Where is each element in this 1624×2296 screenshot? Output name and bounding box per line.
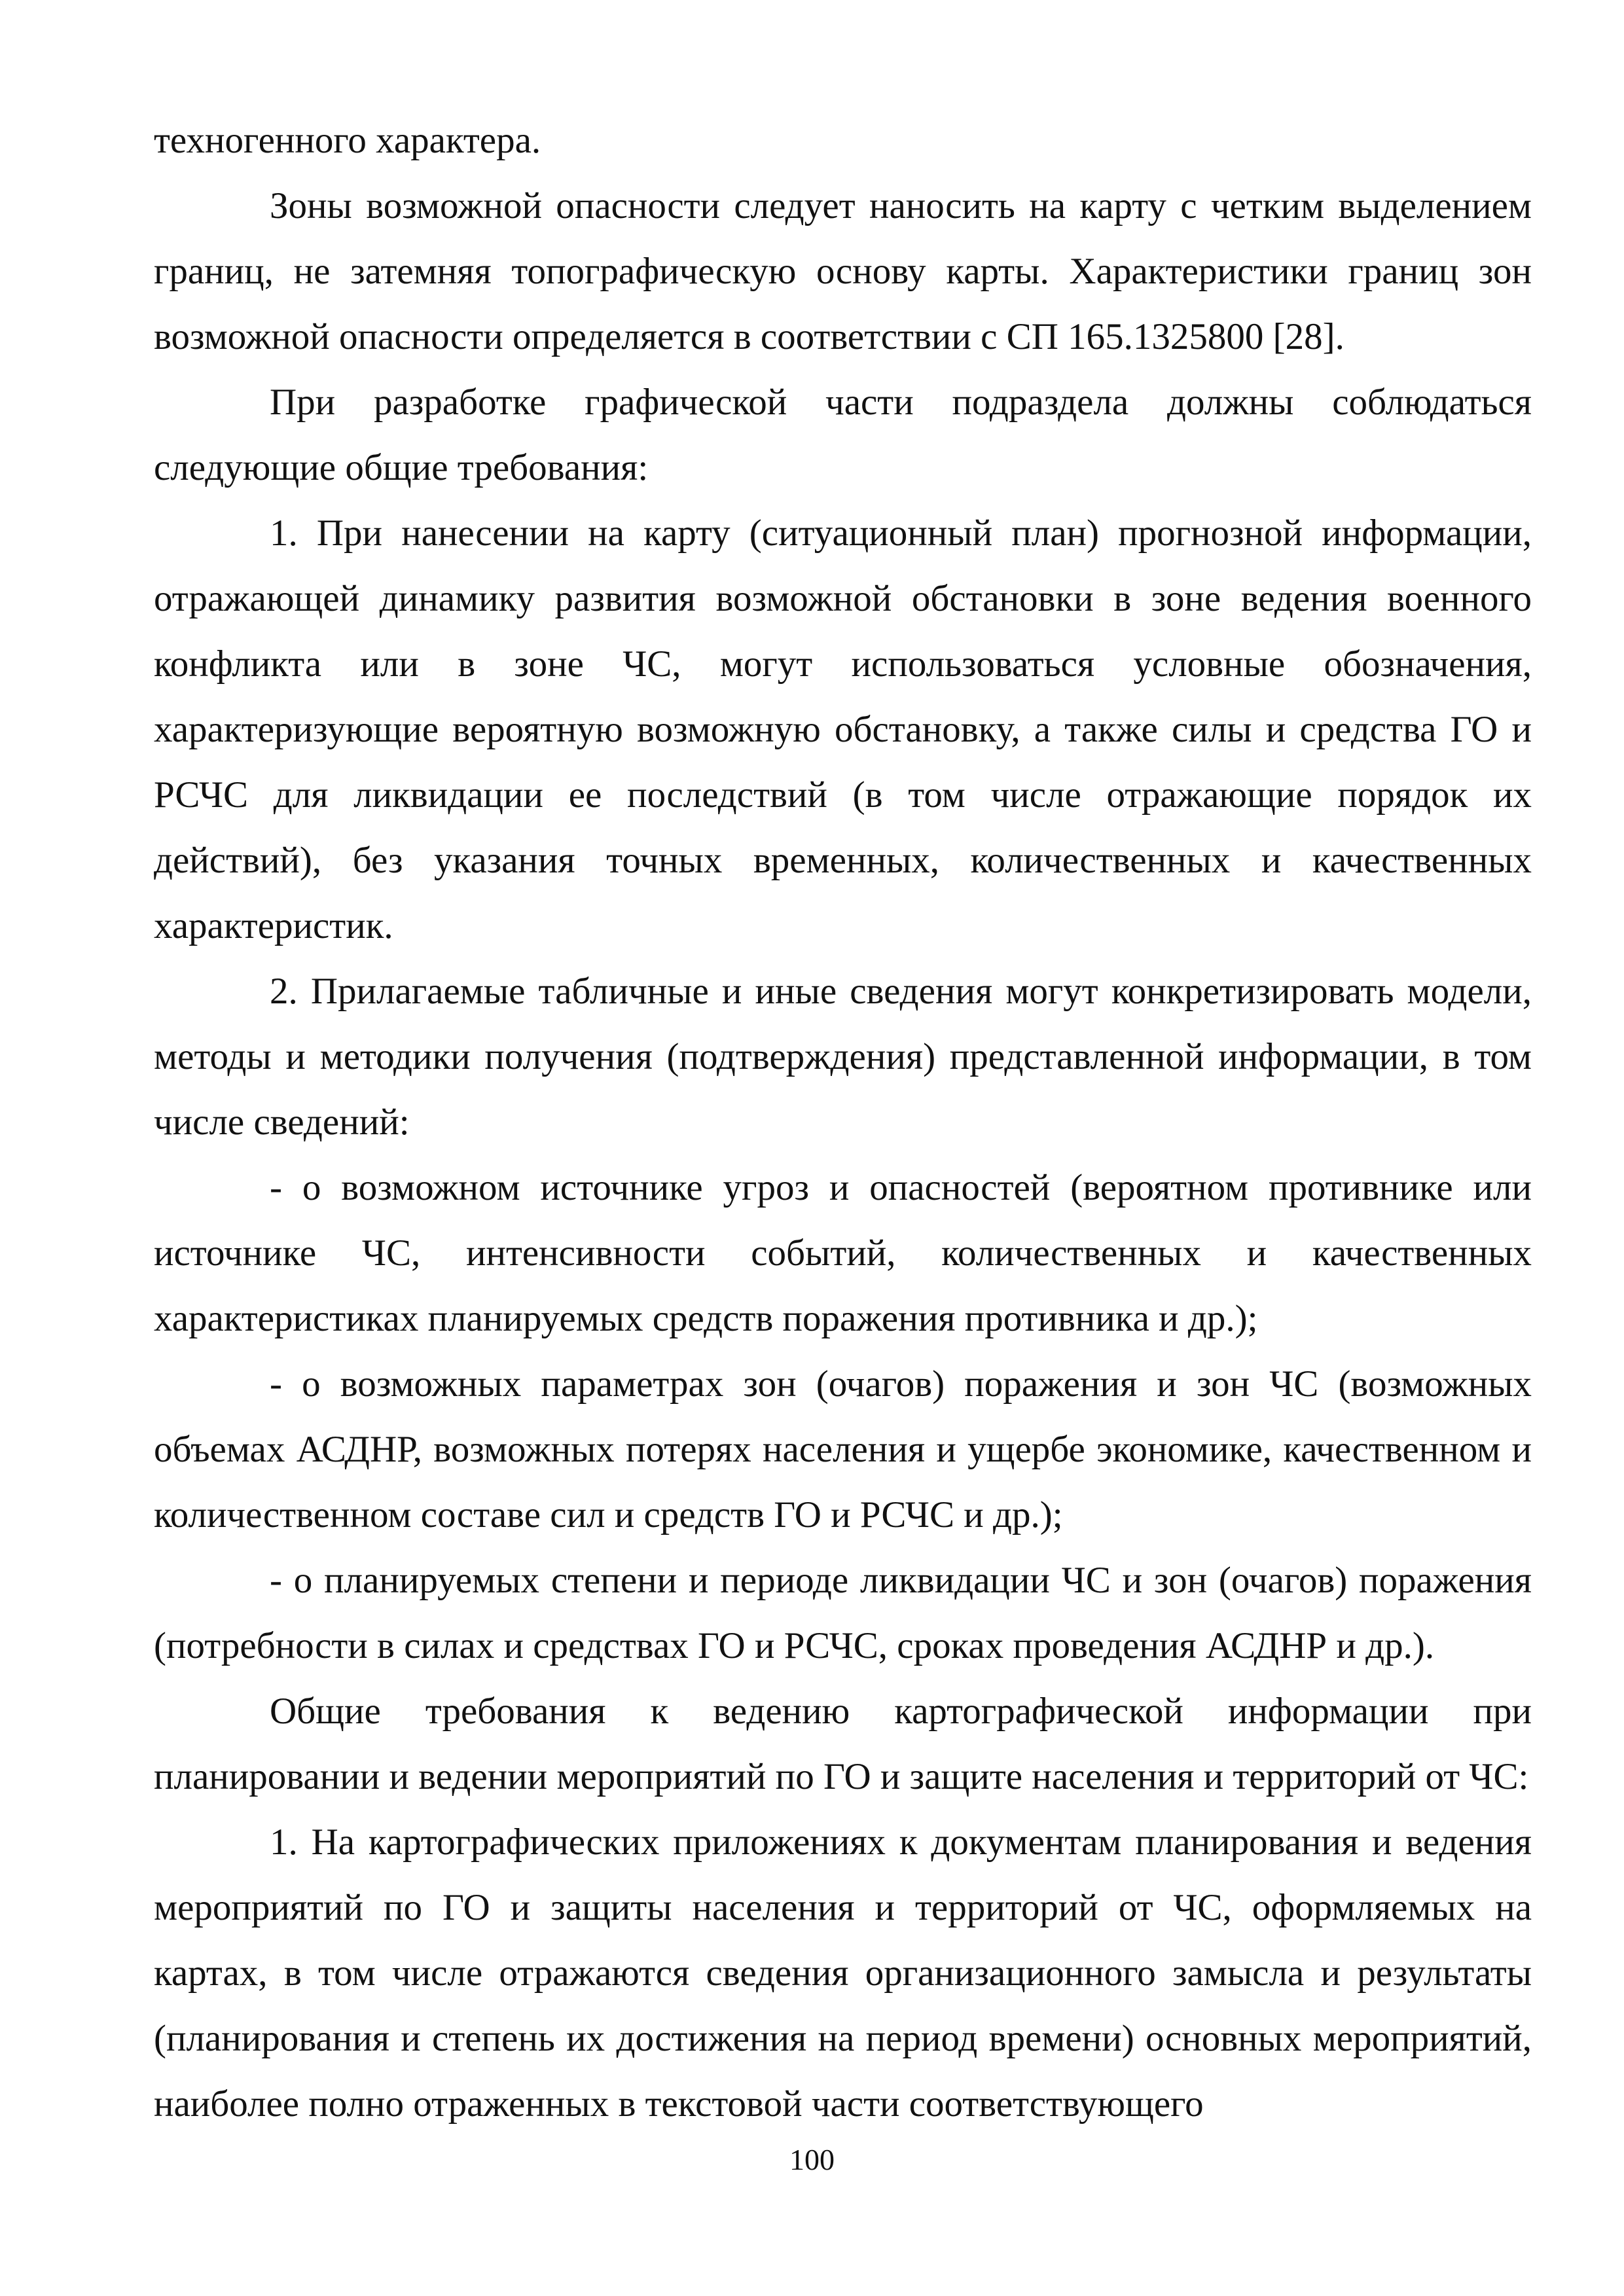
paragraph-cartographic-requirement-1: 1. На картографических приложениях к документам планирования и ведения мероприятий по ГО и защиты населения и территорий от ЧС, оформляемых на картах, в том числе отражаются сведения организационного замысла и результаты (планирования и степень их достижения на период времени) основных мероприятий, наиболее полно отраженных в текстовой части соответствующего — [154, 1821, 1532, 2125]
paragraph-cartographic-requirements-intro: Общие требования к ведению картографической информации при планировании и ведении мероприятий по ГО и защите населения и территорий от ЧС: — [154, 1691, 1532, 1797]
paragraph-requirement-1: 1. При нанесении на карту (ситуационный план) прогнозной информации, отражающей динамику развития возможной обстановки в зоне ведения военного конфликта или в зоне ЧС, могут использоваться условные обозначения, характеризующие вероятную возможную обстановку, а также силы и средства ГО и РСЧС для ликвидации ее последствий (в том числе отражающие порядок их действий), без указания точных временных, количественных и качественных характеристик. — [154, 512, 1532, 946]
paragraph-hazard-zones: Зоны возможной опасности следует наносить на карту с четким выделением границ, не затемняя топографическую основу карты. Характеристики границ зон возможной опасности определяется в соответствии с СП 165.1325800 [28]. — [154, 185, 1532, 357]
paragraph-bullet-threat-source: - о возможном источнике угроз и опасностей (вероятном противнике или источнике ЧС, интенсивности событий, количественных и качественных характеристиках планируемых средств поражения противника и др.); — [154, 1167, 1532, 1339]
paragraph-continuation: техногенного характера. — [154, 120, 541, 161]
paragraph-bullet-zone-parameters: - о возможных параметрах зон (очагов) поражения и зон ЧС (возможных объемах АСДНР, возможных потерях населения и ущербе экономике, качественном и количественном составе сил и средств ГО и РСЧС и др.); — [154, 1363, 1532, 1535]
paragraph-requirement-2: 2. Прилагаемые табличные и иные сведения могут конкретизировать модели, методы и методики получения (подтверждения) представленной информации, в том числе сведений: — [154, 971, 1532, 1143]
paragraph-general-requirements-intro: При разработке графической части подраздела должны соблюдаться следующие общие требования: — [154, 382, 1532, 488]
document-body — [154, 108, 1532, 2137]
paragraph-bullet-liquidation: - о планируемых степени и периоде ликвидации ЧС и зон (очагов) поражения (потребности в силах и средствах ГО и РСЧС, сроках проведения АСДНР и др.). — [154, 1560, 1532, 1666]
page-number: 100 — [789, 2143, 835, 2176]
